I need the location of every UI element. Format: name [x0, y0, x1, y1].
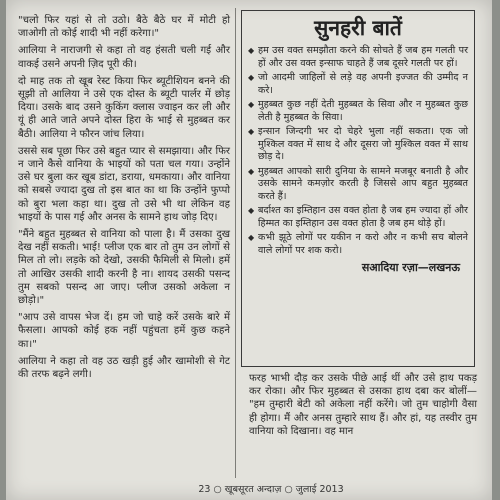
box-author: सआदिया रज़ा—लखनऊ — [361, 261, 460, 274]
story-paragraph: फरह भाभी दौड़ कर उसके पीछे आई थीं और उसे हाथ पकड़ कर रोका। और फिर मुहब्बत से उसका हाथ दबा कर बोलीं— "हम तुम्हारी बेटी को अकेला नहीं करेंगे। जो तुम चाहोगी वैसा ही होगा। मैं और अनस तुम्हारे साथ हैं। और हां, यह तस्वीर तुम वानिया को दिखाना। वह मान — [249, 373, 477, 437]
golden-words-box — [241, 10, 475, 367]
story-left-column — [18, 14, 230, 385]
story-paragraph: उससे सब पूछा फिर उसे बहुत प्यार से समझाया। और फिर न जाने कैसे वानिया के भाइयों को पता चल गया। उन्होंने उसे घर बुला कर खूब डांटा, डराया, धमकाया। और वानिया को सबसे ज्यादा दुख तो इस बात का था कि उन्होंने फुप्पो को बुरा भला कहा था। दुख तो उसे भी था लेकिन वह भाइयों के पास गई और अनस के सामने हाथ जोड़ दिए। — [18, 145, 230, 223]
quote-list — [248, 45, 468, 257]
story-paragraph: "आप उसे वापस भेज दें। हम जो चाहे करें उसके बारे में फैसला। आपको कोई हक नहीं पहुंचता हमें कुछ कहने का।" — [18, 312, 230, 350]
magazine-page — [6, 0, 492, 500]
quote-item — [248, 166, 468, 204]
quote-item — [248, 232, 468, 257]
quote-text: मुहब्बत आपको सारी दुनिया के सामने मजबूर बनाती है और उसके सामने कमज़ोर करती है जिससे आप बहुत मुहब्बत करते हैं। — [258, 165, 468, 202]
quote-text: हम उस वक्त समझौता करने की सोचते हैं जब हम गलती पर हों और उस वक्त इन्साफ चाहते हैं जब दूसरे गलती पर हों। — [258, 45, 468, 69]
story-paragraph: "मैंने बहुत मुहब्बत से वानिया को पाला है। मैं उसका दुख देख नहीं सकती। भाई! प्लीज एक बार तो तुम उन लोगों से मिल तो लो। लड़के को देखो, उसकी फैमिली से मिलो। हमें तो आखिर उसकी शादी करनी है ना। शायद उसकी पसन्द तुम सबको पसन्द आ जाए। प्लीज उसको अकेला न छोड़ो।" — [18, 229, 230, 307]
quote-item — [248, 126, 468, 164]
quote-text: जो आदमी जाहिलों से लड़े वह अपनी इज्जत की उम्मीद न करे। — [258, 72, 468, 96]
diamond-bullet-icon: ◆ — [248, 206, 255, 215]
diamond-bullet-icon: ◆ — [248, 73, 255, 82]
box-title: सुनहरी बातें — [314, 16, 402, 40]
diamond-bullet-icon: ◆ — [248, 100, 255, 109]
quote-text: मुहब्बत कुछ नहीं देती मुहब्बत के सिवा और न मुहब्बत कुछ लेती है मुहब्बत के सिवा। — [258, 99, 468, 123]
quote-text: इन्सान जिन्दगी भर दो चेहरे भुला नहीं सकता। एक जो मुश्किल वक्त में साथ दे और दूसरा जो मुश्किल वक्त में साथ छोड़ दे। — [258, 126, 468, 162]
column-divider — [235, 8, 236, 478]
quote-text: कभी झूठे लोगों पर यकीन न करो और न कभी सच बोलने वाले लोगों पर शक करो। — [258, 232, 468, 256]
story-paragraph: आलिया ने नाराजगी से कहा तो वह हंसती चली गई और वाकई उसने अपनी ज़िद पूरी की। — [18, 45, 230, 70]
diamond-bullet-icon: ◆ — [248, 166, 255, 176]
diamond-bullet-icon: ◆ — [248, 46, 255, 55]
quote-text: बर्दाश्त का इम्तिहान उस वक्त होता है जब हम ज्यादा हों और हिम्मत का इम्तिहान उस वक्त होता है जब हम थोड़े हों। — [258, 205, 468, 229]
quote-item — [248, 205, 468, 230]
diamond-bullet-icon: ◆ — [248, 233, 255, 242]
story-paragraph: "चलो फिर यहां से तो उठो। बैठे बैठे घर में मोटी हो जाओगी तो कोई शादी भी नहीं करेगा।" — [18, 15, 230, 40]
story-paragraph: दो माह तक तो खूब रेस्ट किया फिर ब्यूटीशियन बनने की सूझी तो आलिया ने उसे एक दोस्त के ब्यूटी पार्लर में छोड़ दिया। उसके बाद उसने कुकिंग क्लास ज्वाइन कर ली और यूं ही आते जाते अपने दोस्त हिरा के भाई से मुहब्बत कर बैठी। आलिया ने फौरन जांच लिया। — [18, 75, 230, 140]
quote-item — [248, 45, 468, 70]
story-paragraph: आलिया ने कहा तो वह उठ खड़ी हुई और खामोशी से गेट की तरफ बढ़ने लगी। — [18, 355, 230, 381]
quote-item — [248, 99, 468, 124]
story-right-continuation — [249, 372, 477, 438]
page-footer: 23 ○ खूबसूरत अन्दाज़ ○ जुलाई 2013 — [198, 484, 344, 495]
quote-item — [248, 72, 468, 97]
diamond-bullet-icon: ◆ — [248, 127, 255, 136]
